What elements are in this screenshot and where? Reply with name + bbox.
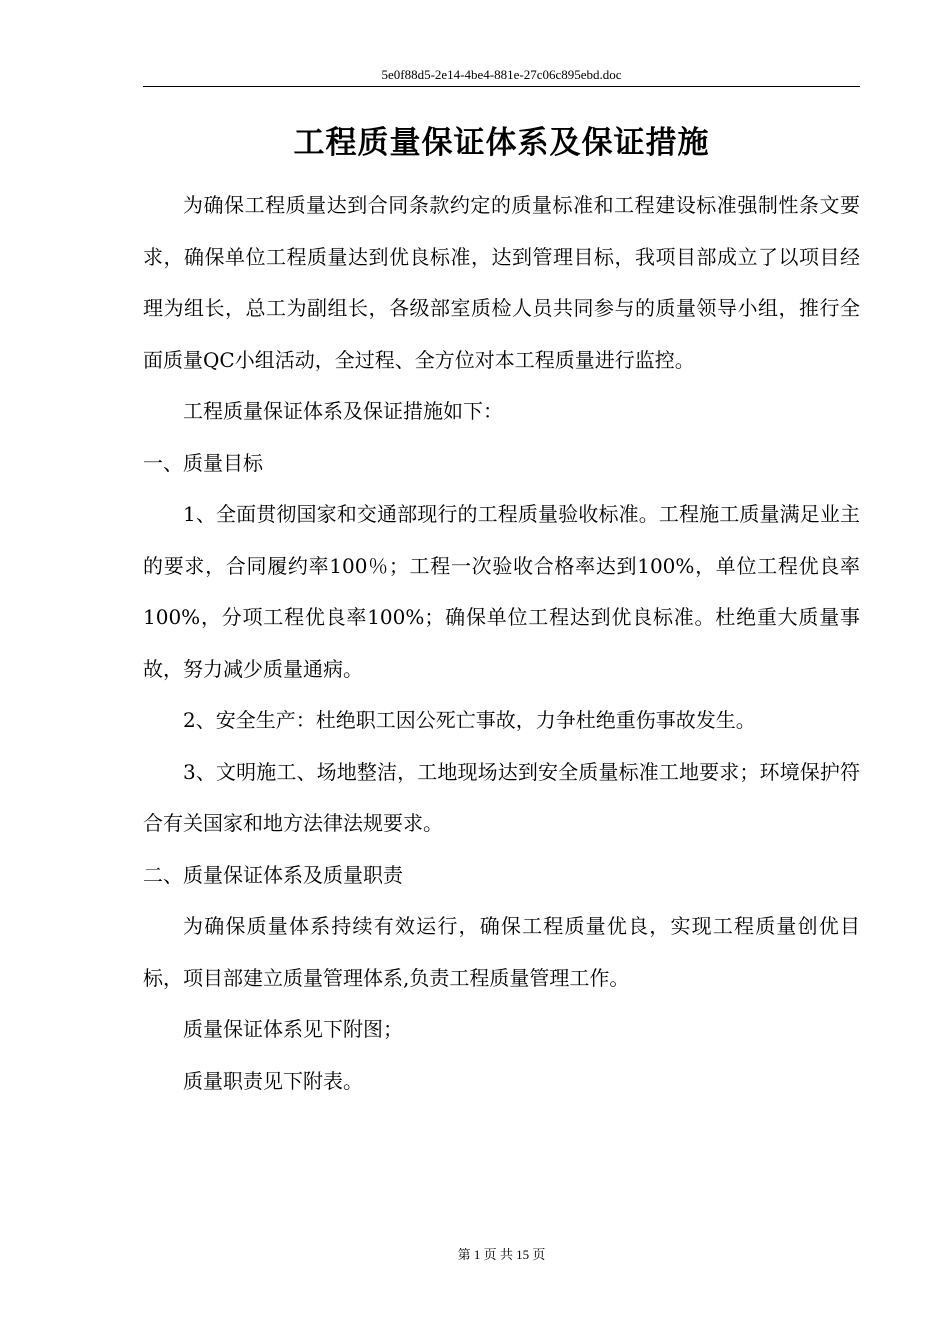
page-footer [143, 1246, 860, 1264]
paragraph-lead-in: 工程质量保证体系及保证措施如下： [183, 399, 503, 423]
paragraph-intro: 为确保工程质量达到合同条款约定的质量标准和工程建设标准强制性条文要求，确保单位工程质量达到优良标准，达到管理目标，我项目部成立了以项目经理为组长，总工为副组长，各级部室质检人员共同参与的质量领导小组，推行全面质量QC小组活动，全过程、全方位对本工程质量进行监控。 [143, 193, 860, 372]
paragraph-goal-1: 1、全面贯彻国家和交通部现行的工程质量验收标准。工程施工质量满足业主的要求，合同履约率100％；工程一次验收合格率达到100%，单位工程优良率100%，分项工程优良率100%；确保单位工程达到优良标准。杜绝重大质量事故，努力减少质量通病。 [143, 502, 860, 681]
page-number: 第 1 页 共 15 页 [457, 1247, 546, 1262]
paragraph-duty-table-ref: 质量职责见下附表。 [183, 1068, 363, 1093]
section-heading-quality-goals: 一、质量目标 [143, 450, 263, 475]
paragraph-system-intro: 为确保质量体系持续有效运行，确保工程质量优良，实现工程质量创优目标，项目部建立质量管理体系,负责工程质量管理工作。 [143, 914, 860, 990]
document-body [143, 180, 860, 1107]
paragraph-goal-3: 3、文明施工、场地整洁，工地现场达到安全质量标准工地要求；环境保护符合有关国家和地方法律法规要求。 [143, 759, 860, 835]
header-filename: 5e0f88d5-2e14-4be4-881e-27c06c895ebd.doc [381, 67, 622, 82]
paragraph-goal-2: 2、安全生产：杜绝职工因公死亡事故，力争杜绝重伤事故发生。 [183, 708, 756, 732]
paragraph-system-figure-ref: 质量保证体系见下附图； [183, 1017, 403, 1041]
page-header [143, 66, 860, 87]
section-heading-quality-system: 二、质量保证体系及质量职责 [143, 862, 403, 887]
document-title: 工程质量保证体系及保证措施 [293, 125, 710, 161]
